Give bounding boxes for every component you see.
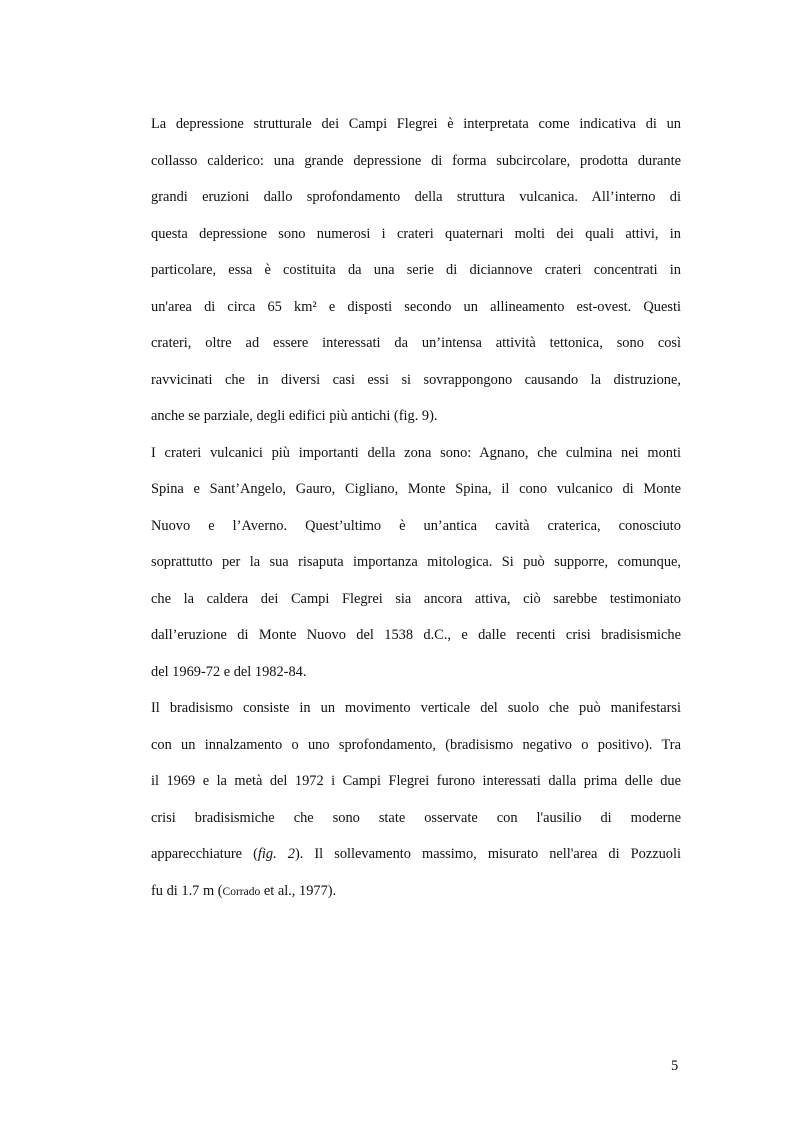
text-line: crateri, oltre ad essere interessati da un’intensa attività tettonica, sono così (151, 335, 681, 351)
figure-reference: fig. 2 (257, 846, 295, 862)
text-line: I crateri vulcanici più importanti della zona sono: Agnano, che culmina nei monti (151, 444, 681, 461)
text-line (151, 873, 681, 910)
document-body (151, 106, 681, 909)
text-segment: fu di 1.7 m ( (151, 882, 223, 899)
text-segment: ). Il sollevamento massimo, misurato nell'area di Pozzuoli (294, 846, 681, 862)
paragraph-3 (151, 690, 681, 909)
text-line: dall’eruzione di Monte Nuovo del 1538 d.C., e dalle recenti crisi bradisismiche (151, 627, 681, 643)
text-line: particolare, essa è costituita da una serie di diciannove crateri concentrati in (151, 262, 681, 278)
page-number: 5 (671, 1058, 679, 1074)
text-line: soprattutto per la sua risaputa importanza mitologica. Si può supporre, comunque, (151, 554, 681, 570)
text-line: questa depressione sono numerosi i crateri quaternari molti dei quali attivi, in (151, 225, 681, 242)
text-line: La depressione strutturale dei Campi Flegrei è interpretata come indicativa di un (151, 116, 681, 132)
paragraph-2 (151, 435, 681, 691)
text-line: il 1969 e la metà del 1972 i Campi Flegrei furono interessati dalla prima delle due (151, 773, 681, 789)
text-line: Spina e Sant’Angelo, Gauro, Cigliano, Monte Spina, il cono vulcanico di Monte (151, 481, 681, 497)
text-line: ravvicinati che in diversi casi essi si sovrappongono causando la distruzione, (151, 371, 681, 388)
text-line: del 1969-72 e del 1982-84. (151, 663, 307, 680)
text-segment: et al., 1977). (260, 882, 337, 899)
text-line: un'area di circa 65 km² e disposti secondo un allineamento est-ovest. Questi (151, 298, 681, 315)
text-segment: apparecchiature ( (151, 846, 258, 862)
paragraph-1 (151, 106, 681, 435)
text-line: Nuovo e l’Averno. Quest’ultimo è un’antica cavità craterica, conosciuto (151, 517, 681, 534)
text-line: anche se parziale, degli edifici più antichi (fig. 9). (151, 408, 438, 424)
text-line: Il bradisismo consiste in un movimento verticale del suolo che può manifestarsi (151, 700, 681, 716)
text-line: con un innalzamento o uno sprofondamento, (bradisismo negativo o positivo). Tra (151, 736, 681, 753)
text-line: collasso calderico: una grande depressione di forma subcircolare, prodotta durante (151, 152, 681, 169)
citation-author: Corrado (222, 885, 261, 898)
text-line: grandi eruzioni dallo sprofondamento della struttura vulcanica. All’interno di (151, 189, 681, 205)
text-line: crisi bradisismiche che sono state osservate con l'ausilio di moderne (151, 809, 681, 826)
text-line (151, 836, 681, 873)
text-line: che la caldera dei Campi Flegrei sia ancora attiva, ciò sarebbe testimoniato (151, 590, 681, 607)
